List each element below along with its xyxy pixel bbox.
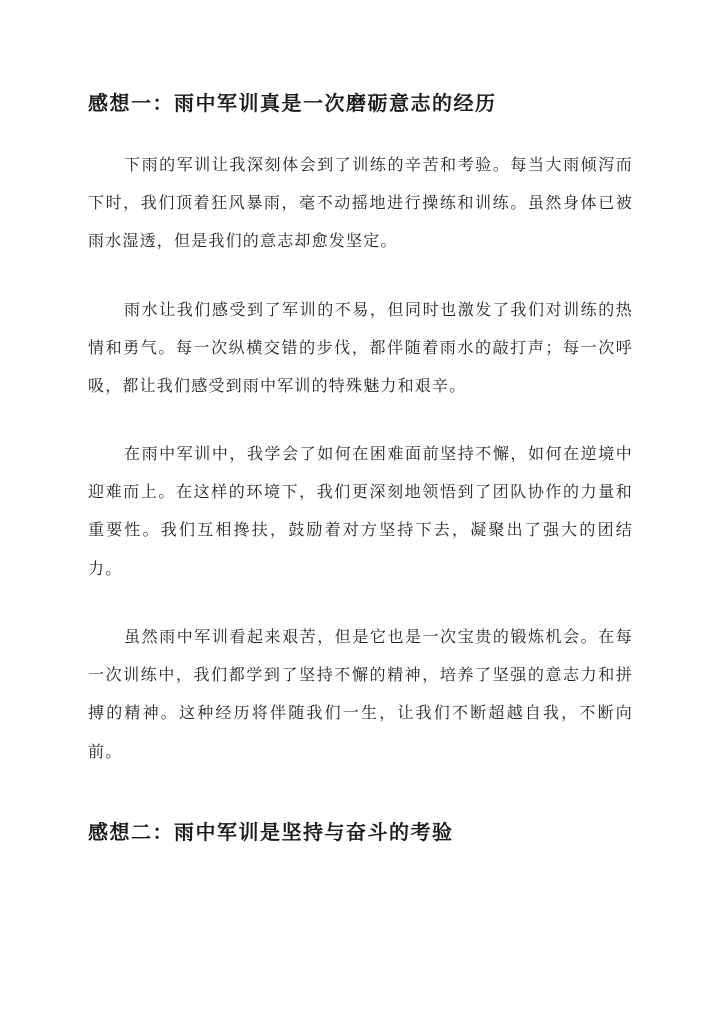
- paragraph-3: 在雨中军训中，我学会了如何在困难面前坚持不懈，如何在逆境中迎难而上。在这样的环境下，我们更深刻地领悟到了团队协作的力量和重要性。我们互相搀扶，鼓励着对方坚持下去，凝聚出了强大的团结力。: [88, 444, 633, 578]
- section-heading-1: 感想一：雨中军训真是一次磨砺意志的经历: [88, 91, 497, 115]
- paragraph-2: 雨水让我们感受到了军训的不易，但同时也激发了我们对训练的热情和勇气。每一次纵横交错的步伐，都伴随着雨水的敲打声；每一次呼吸，都让我们感受到雨中军训的特殊魅力和艰辛。: [88, 300, 633, 396]
- paragraph-1: 下雨的军训让我深刻体会到了训练的辛苦和考验。每当大雨倾泻而下时，我们顶着狂风暴雨，毫不动摇地进行操练和训练。虽然身体已被雨水湿透，但是我们的意志却愈发坚定。: [88, 155, 633, 251]
- paragraph-4: 虽然雨中军训看起来艰苦，但是它也是一次宝贵的锻炼机会。在每一次训练中，我们都学到了坚持不懈的精神，培养了坚强的意志力和拼搏的精神。这种经历将伴随我们一生，让我们不断超越自我，不断向前。: [88, 627, 633, 761]
- section-heading-2: 感想二：雨中军训是坚持与奋斗的考验: [88, 820, 454, 844]
